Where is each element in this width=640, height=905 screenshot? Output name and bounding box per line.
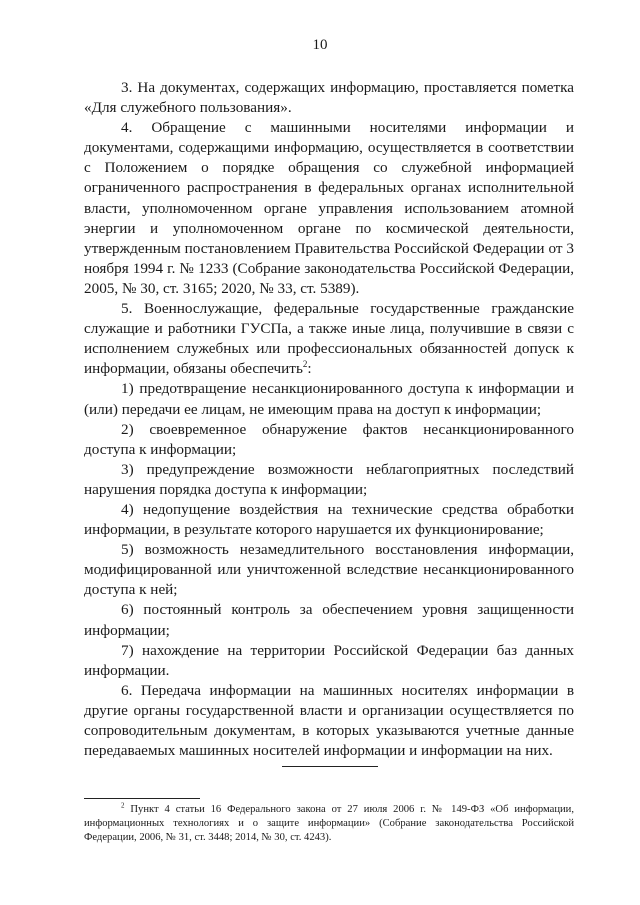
list-item-5: 5) возможность незамедлительного восстановления информации, модифицированной или уничтоженной вследствие несанкционированного доступа к ней; — [84, 541, 574, 599]
paragraph-5-text: 5. Военнослужащие, федеральные государственные гражданские служащие и работники ГУСПа, а также иные лица, получившие в связи с исполнением служебных или профессиональных обязанностей допуск к информации, обязаны обеспечить — [84, 300, 574, 378]
list-item-6: 6) постоянный контроль за обеспечением уровня защищенности информации; — [84, 601, 574, 639]
list-item-2: 2) своевременное обнаружение фактов несанкционированного доступа к информации; — [84, 420, 574, 458]
list-item-4: 4) недопущение воздействия на технические средства обработки информации, в результате которого нарушается их функционирование; — [84, 500, 574, 539]
list-item-1: 1) предотвращение несанкционированного доступа к информации и (или) передачи ее лицам, не имеющим права на доступ к информации; — [84, 380, 574, 418]
paragraph-3: 3. На документах, содержащих информацию, проставляется пометка «Для служебного пользования». — [84, 79, 574, 117]
paragraph-4: 4. Обращение с машинными носителями информации и документами, содержащими информацию, осуществляется в соответствии с Положением о порядке обращения со служебной информацией ограниченного распространения в федеральных органах исполнительной власти, уполномоченном органе управления использованием атомной энергии и уполномоченном органе по космической деятельности, утвержденным постановлением Правительства Российской Федерации от 3 ноября 1994 г. № 1233 (Собрание законодательства Российской Федерации, 2005, № 30, ст. 3165; 2020, № 33, ст. 5389). — [84, 119, 574, 297]
list-item-3: 3) предупреждение возможности неблагоприятных последствий нарушения порядка доступа к информации; — [84, 460, 574, 498]
paragraph-6: 6. Передача информации на машинных носителях информации в другие органы государственной власти и организации осуществляется по сопроводительным документам, в которых указываются учетные данные передаваемых машинных носителей информации и информации на них. — [84, 681, 574, 760]
paragraph-5 — [84, 299, 574, 379]
footnote-divider — [84, 798, 200, 799]
section-end-divider — [282, 766, 378, 767]
document-body — [84, 78, 574, 761]
list-item-7: 7) нахождение на территории Российской Федерации баз данных информации. — [84, 641, 574, 679]
footnote — [84, 803, 574, 845]
page-number: 10 — [312, 37, 328, 53]
footnote-reference: 2 — [302, 359, 308, 370]
footnote-marker: 2 — [121, 801, 125, 810]
footnote-text: Пункт 4 статьи 16 Федерального закона от 27 июля 2006 г. № 149-ФЗ «Об информации, информационных технологиях и о защите информации» (Собрание законодательства Российской Федерации, 2006, № 31, ст. 3448; 2014, № 30, ст. 4243). — [84, 804, 574, 843]
paragraph-5-colon: : — [307, 360, 312, 378]
